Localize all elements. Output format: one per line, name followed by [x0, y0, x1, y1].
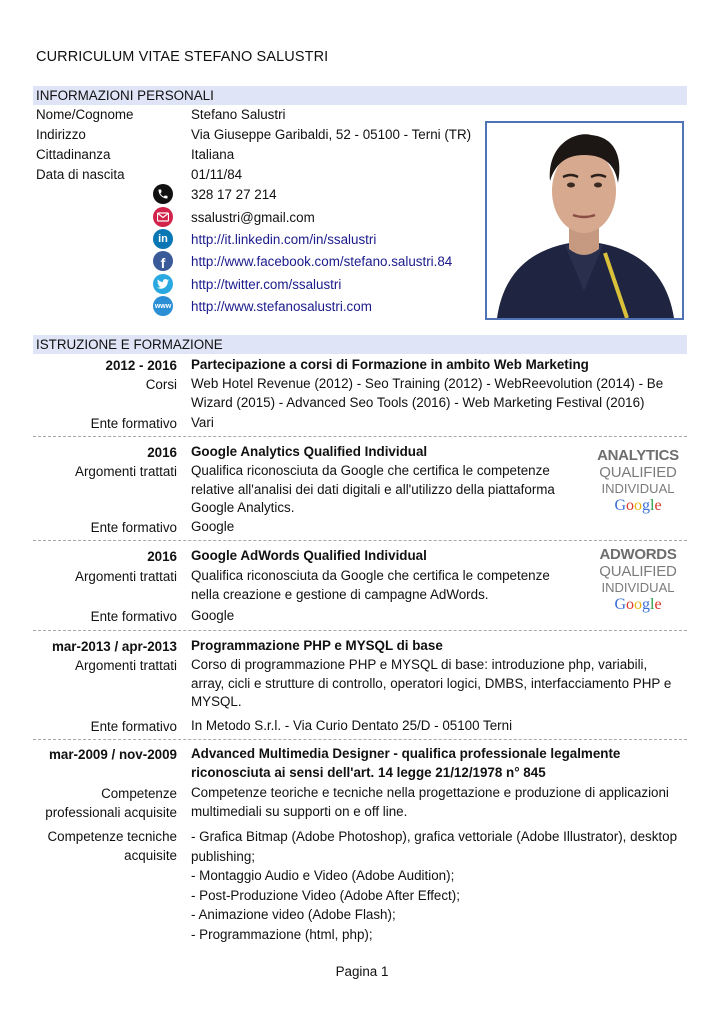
badge-line3: INDIVIDUAL: [601, 580, 675, 595]
entry5-tech-list: [191, 827, 681, 944]
twitter-link[interactable]: http://twitter.com/ssalustri: [191, 277, 342, 292]
entry5-tech-label-line2: acquisite: [124, 848, 177, 863]
entry2-provider-label: Ente formativo: [90, 520, 177, 535]
entry4-provider: In Metodo S.r.l. - Via Curio Dentato 25/D - 05100 Terni: [191, 718, 513, 733]
website-link[interactable]: http://www.stefanosalustri.com: [191, 299, 372, 314]
divider: [33, 739, 687, 740]
badge-line1: ADWORDS: [599, 546, 677, 563]
badge-line1: ANALYTICS: [597, 447, 679, 464]
phone-number: 328 17 27 214: [191, 187, 277, 202]
divider: [33, 630, 687, 631]
entry1-provider: Vari: [191, 415, 214, 430]
entry2-provider: Google: [191, 519, 235, 534]
list-item: - Grafica Bitmap (Adobe Photoshop), grafica vettoriale (Adobe Illustrator), desktop publishing;: [191, 829, 678, 864]
value-birthdate: 01/11/84: [191, 167, 243, 182]
document-title: CURRICULUM VITAE STEFANO SALUSTRI: [36, 49, 329, 65]
entry4-title: Programmazione PHP e MYSQL di base: [191, 638, 443, 653]
facebook-icon: f: [153, 251, 173, 271]
entry5-tech-label: [47, 827, 177, 865]
entry1-courses-label: Corsi: [145, 377, 177, 392]
entry5-competences: Competenze teoriche e tecniche nella progettazione e produzione di applicazioni multimediali su supporti on e off line.: [191, 785, 669, 819]
entry4-provider-label: Ente formativo: [90, 719, 177, 734]
value-address: Via Giuseppe Garibaldi, 52 - 05100 - Terni (TR): [191, 127, 472, 142]
google-logo: Google: [614, 596, 662, 613]
divider: [33, 540, 687, 541]
value-name: Stefano Salustri: [191, 107, 286, 122]
entry5-date: mar-2009 / nov-2009: [48, 747, 177, 762]
entry3-date: 2016: [147, 549, 177, 564]
entry5-tech-label-line1: Competenze tecniche: [47, 829, 177, 844]
entry1-provider-label: Ente formativo: [90, 416, 177, 431]
list-item: - Montaggio Audio e Video (Adobe Audition);: [191, 868, 455, 883]
entry3-title: Google AdWords Qualified Individual: [191, 548, 427, 563]
www-icon: www: [153, 296, 173, 316]
badge-line2: QUALIFIED: [599, 563, 677, 580]
section-heading-education: ISTRUZIONE E FORMAZIONE: [33, 335, 687, 354]
email-icon: [153, 207, 173, 227]
label-name: Nome/Cognome: [36, 107, 134, 122]
entry5-title: Advanced Multimedia Designer - qualifica professionale legalmente riconosciuta ai sensi dell'art. 14 legge 21/12/1978 n° 845: [191, 746, 621, 780]
entry2-topics-label: Argomenti trattati: [75, 464, 177, 479]
analytics-badge: [596, 447, 680, 516]
entry3-provider-label: Ente formativo: [90, 609, 177, 624]
entry1-date: 2012 - 2016: [105, 358, 177, 373]
entry1-title: Partecipazione a corsi di Formazione in ambito Web Marketing: [191, 357, 589, 372]
label-birthdate: Data di nascita: [36, 167, 125, 182]
entry2-topics: Qualifica riconosciuta da Google che certifica le competenze relative all'analisi dei dati digitali e all'utilizzo della piattaforma Google Analytics.: [191, 463, 555, 515]
entry5-competences-label-line1: Competenze: [101, 786, 177, 801]
email-link[interactable]: ssalustri@gmail.com: [191, 210, 315, 225]
list-item: - Post-Produzione Video (Adobe After Effect);: [191, 887, 460, 903]
entry4-date: mar-2013 / apr-2013: [51, 639, 177, 654]
list-item: - Programmazione (html, php);: [191, 926, 373, 942]
badge-line2: QUALIFIED: [599, 464, 677, 481]
entry5-competences-label: [45, 784, 177, 822]
linkedin-link[interactable]: http://it.linkedin.com/in/ssalustri: [191, 232, 377, 247]
page-number: Pagina 1: [335, 964, 389, 979]
label-citizenship: Cittadinanza: [36, 147, 111, 162]
entry1-courses: Web Hotel Revenue (2012) - Seo Training (2012) - WebReevolution (2014) - Be Wizard (2015) - Advanced Seo Tools (2016) - Web Marketing Festival (2016): [191, 376, 664, 410]
value-citizenship: Italiana: [191, 147, 235, 162]
list-item: - Animazione video (Adobe Flash);: [191, 907, 396, 922]
section-heading-personal: INFORMAZIONI PERSONALI: [33, 86, 687, 105]
entry4-topics-label: Argomenti trattati: [75, 658, 177, 673]
profile-photo: [485, 121, 684, 320]
badge-line3: INDIVIDUAL: [601, 481, 675, 496]
google-logo: Google: [614, 497, 662, 514]
label-address: Indirizzo: [36, 127, 86, 142]
twitter-icon: [153, 274, 173, 294]
entry5-competences-label-line2: professionali acquisite: [45, 805, 177, 820]
phone-icon: [153, 184, 173, 204]
entry2-date: 2016: [147, 445, 177, 460]
entry3-topics-label: Argomenti trattati: [75, 569, 177, 584]
adwords-badge: [596, 546, 680, 615]
entry2-title: Google Analytics Qualified Individual: [191, 444, 428, 459]
divider: [33, 436, 687, 437]
entry3-provider: Google: [191, 608, 235, 623]
entry3-topics: Qualifica riconosciuta da Google che certifica le competenze nella creazione e gestione di campagne AdWords.: [191, 568, 550, 602]
facebook-link[interactable]: http://www.facebook.com/stefano.salustri.84: [191, 254, 453, 269]
entry4-topics: Corso di programmazione PHP e MYSQL di base: introduzione php, variabili, array, cicli e strutture di controllo, operatori logici, DMBS, interfacciamento PHP e MYSQL.: [191, 657, 672, 709]
linkedin-icon: in: [153, 229, 173, 249]
